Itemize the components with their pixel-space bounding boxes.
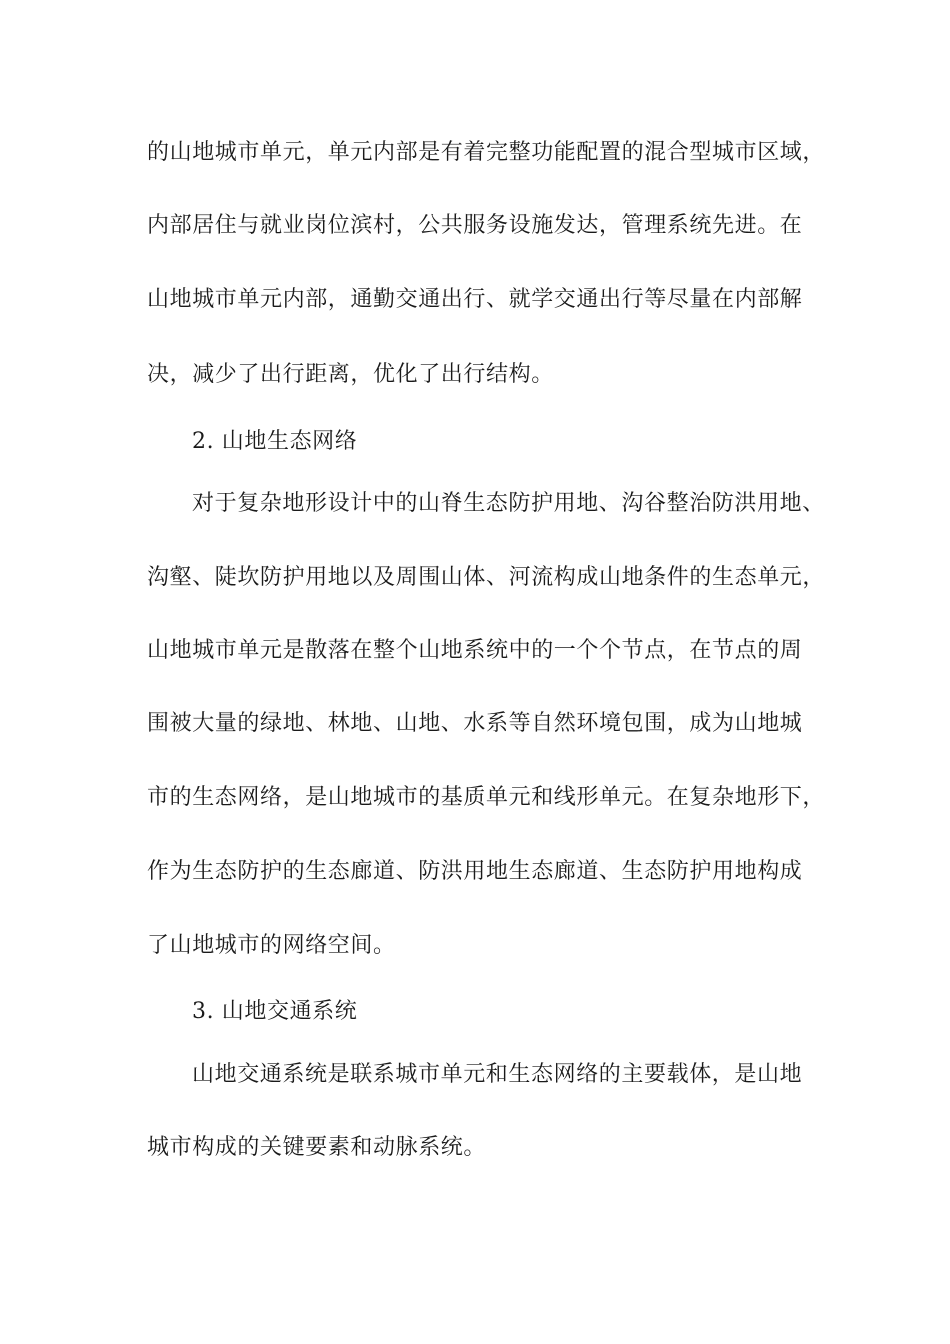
section-heading: 3. 山地交通系统 bbox=[192, 999, 358, 1024]
paragraph-line: 城市构成的关键要素和动脉系统。 bbox=[147, 1135, 487, 1160]
paragraph-line: 山地城市单元是散落在整个山地系统中的一个个节点，在节点的周 bbox=[147, 638, 803, 663]
paragraph-line: 围被大量的绿地、林地、山地、水系等自然环境包围，成为山地城 bbox=[147, 711, 803, 736]
paragraph-line: 了山地城市的网络空间。 bbox=[147, 933, 396, 958]
paragraph-line: 山地城市单元内部，通勤交通出行、就学交通出行等尽量在内部解 bbox=[147, 287, 803, 312]
paragraph-line: 市的生态网络，是山地城市的基质单元和线形单元。在复杂地形下， bbox=[147, 785, 826, 810]
paragraph-line: 山地交通系统是联系城市单元和生态网络的主要载体，是山地 bbox=[192, 1062, 803, 1087]
paragraph-line: 沟壑、陡坎防护用地以及周围山体、河流构成山地条件的生态单元， bbox=[147, 565, 826, 590]
paragraph-line: 的山地城市单元，单元内部是有着完整功能配置的混合型城市区域， bbox=[147, 140, 826, 165]
section-heading: 2. 山地生态网络 bbox=[192, 429, 358, 454]
paragraph-line: 对于复杂地形设计中的山脊生态防护用地、沟谷整治防洪用地、 bbox=[192, 491, 825, 516]
paragraph-line: 作为生态防护的生态廊道、防洪用地生态廊道、生态防护用地构成 bbox=[147, 859, 803, 884]
paragraph-line: 决，减少了出行距离，优化了出行结构。 bbox=[147, 362, 554, 387]
paragraph-line: 内部居住与就业岗位滨村，公共服务设施发达，管理系统先进。在 bbox=[147, 213, 803, 238]
